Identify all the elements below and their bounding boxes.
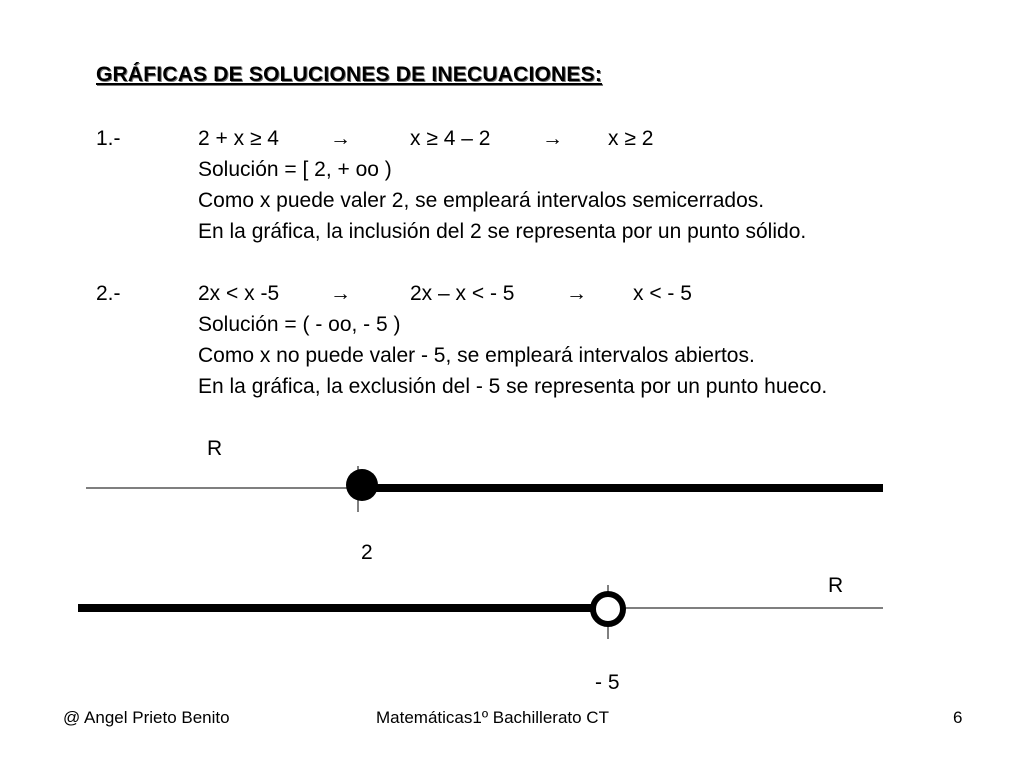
ex1-note1: Como x puede valer 2, se empleará intervalos semicerrados. — [198, 189, 765, 212]
graph1-closed-point — [346, 469, 378, 501]
ex1-step3: x ≥ 2 — [608, 127, 654, 150]
ex2-step3: x < - 5 — [633, 282, 692, 305]
ex2-step1: 2x < x -5 — [198, 282, 280, 305]
ex2-number: 2.- — [96, 282, 121, 305]
arrow-right-icon: → — [566, 282, 587, 305]
ex2-note2: En la gráfica, la exclusión del - 5 se representa por un punto hueco. — [198, 375, 828, 398]
ex1-step1: 2 + x ≥ 4 — [198, 127, 279, 150]
footer-page-number: 6 — [953, 708, 963, 727]
ex2-note1: Como x no puede valer - 5, se empleará intervalos abiertos. — [198, 344, 755, 367]
ex1-number: 1.- — [96, 127, 121, 150]
slide-title: GRÁFICAS DE SOLUCIONES DE INECUACIONES: — [96, 63, 603, 86]
ex2-solution: Solución = ( - oo, - 5 ) — [198, 313, 401, 336]
graph2-point-label: - 5 — [595, 671, 620, 694]
footer-course: Matemáticas1º Bachillerato CT — [376, 708, 609, 727]
graph2-axis-label: R — [828, 574, 844, 597]
footer-author: @ Angel Prieto Benito — [63, 708, 230, 727]
graph1-axis-label: R — [207, 437, 223, 460]
arrow-right-icon: → — [330, 282, 351, 305]
graph1-point-label: 2 — [361, 541, 373, 564]
graph2-open-point — [593, 594, 623, 624]
ex1-note2: En la gráfica, la inclusión del 2 se representa por un punto sólido. — [198, 220, 807, 243]
ex1-solution: Solución = [ 2, + oo ) — [198, 158, 392, 181]
ex2-step2: 2x – x < - 5 — [410, 282, 515, 305]
arrow-right-icon: → — [542, 127, 563, 150]
ex1-step2: x ≥ 4 – 2 — [410, 127, 491, 150]
arrow-right-icon: → — [330, 127, 351, 150]
